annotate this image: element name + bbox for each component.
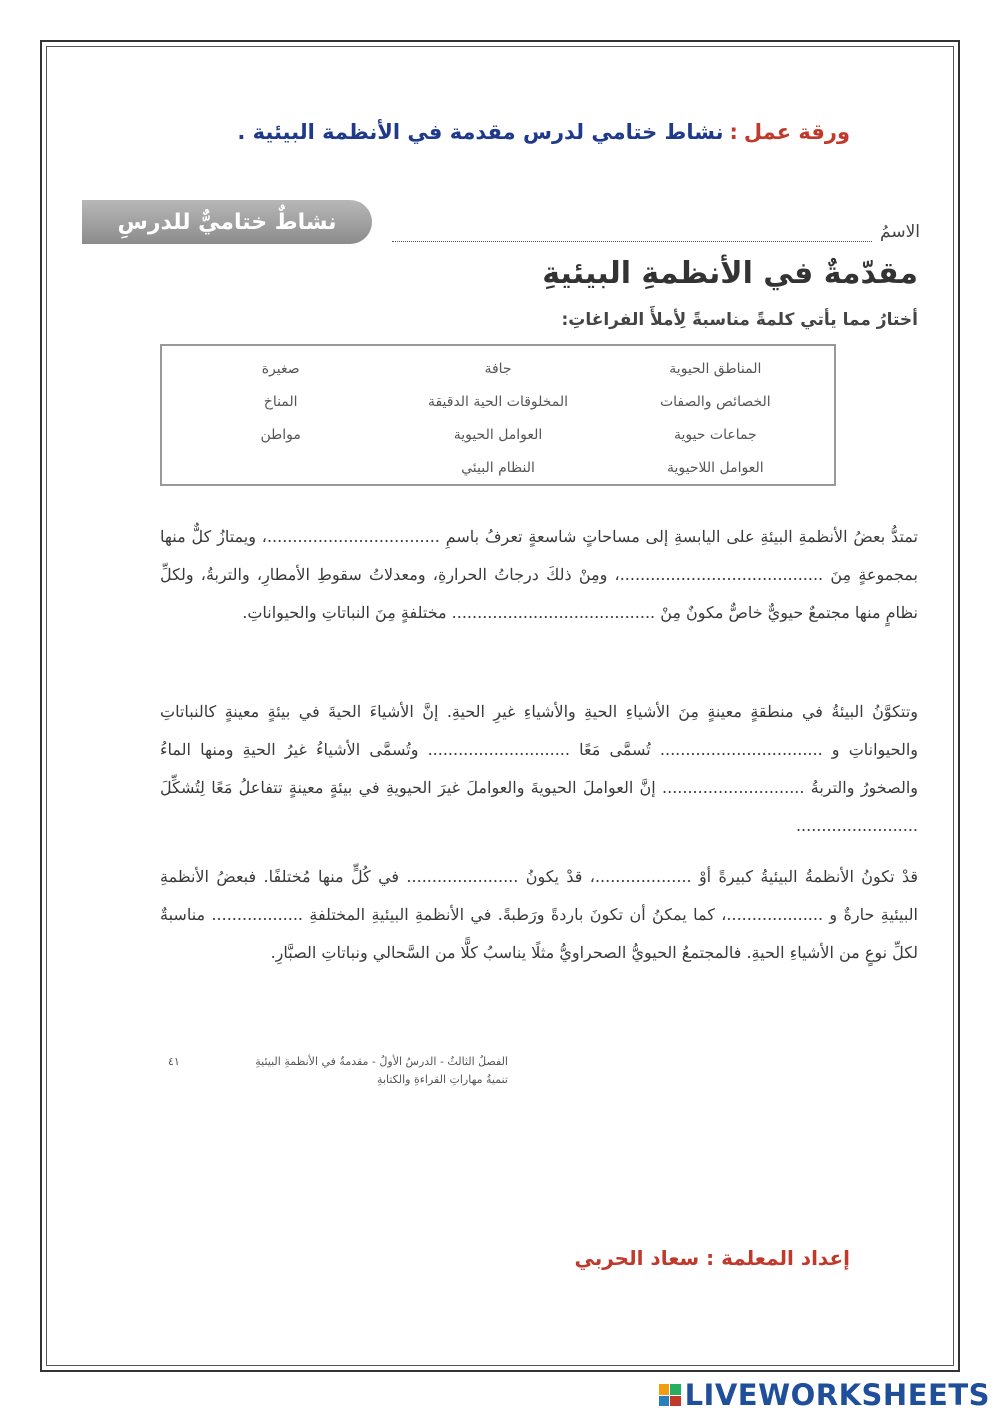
activity-banner-text: نشاطٌ ختاميٌّ للدرسِ [117,209,337,235]
word-bank-item: المناطق الحيوية [669,361,762,377]
chapter-reference: الفصلُ الثالثُ - الدرسُ الأولُ - مقدمةٌ في الأنظمةِ البيئيةِ [255,1055,508,1068]
word-bank-item: المناخ [263,394,298,410]
word-bank [160,344,836,486]
word-bank-item: جماعات حيوية [673,427,757,443]
paragraph-environment: وتتكوَّنُ البيئةُ في منطقةٍ معينةٍ مِنَ الأشياءِ الحيةِ والأشياءِ غيرِ الحيةِ. إنَّ الأشياءَ الحيةَ في بيئةٍ معينةٍ كالنباتاتِ والحيواناتِ و ................................ تُسمَّى مَعًا ............................ وتُسمَّى الأشياءُ غيرُ الحيةِ ومنها الماءُ والصخورُ والتربةُ ............................ إنَّ العواملَ الحيويةَ والعواملَ غيرَ الحيويةِ في بيئةٍ معينةٍ تتفاعلُ مَعًا لِتُشكِّلَ ........................ [160,702,918,835]
word-bank-item: العوامل اللاحيوية [667,460,764,476]
word-bank-item [172,457,389,479]
word-bank-item: صغيرة [261,361,300,377]
liveworksheets-logo-icon [659,1384,681,1406]
heading-colon: : [729,120,738,144]
lesson-title: مقدّمةٌ في الأنظمةِ البيئيةِ [542,256,918,291]
name-field[interactable] [392,222,920,242]
page-number: ٤١ [168,1055,180,1068]
name-blank[interactable] [392,227,872,242]
name-label: الاسمُ [880,222,920,242]
paragraph-biomes: تمتدُّ بعضُ الأنظمةِ البيئةِ على اليابسةِ إلى مساحاتٍ شاسعةٍ تعرفُ باسمِ ..................................، ويمتازُ كلٌّ منها بمجموعةٍ مِنَ ........................................، ومِنْ ذلكَ درجاتُ الحرارةِ، ومعدلاتُ سقوطِ الأمطارِ، والتربةُ، ولكلِّ نظامٍ منها مجتمعٌ حيويٌّ خاصٌّ مكونٌ مِنْ ........................................ مختلفةٍ مِنَ النباتاتِ والحيواناتِ. [160,527,918,622]
teacher-credit: إعداد المعلمة : سعاد الحربي [574,1246,850,1270]
page-footer [168,1053,508,1089]
instruction-text: أختارُ مما يأتي كلمةً مناسبةً لِأملأَ الفراغاتِ: [561,310,918,330]
paragraph-ecosystem-size: قدْ تكونُ الأنظمةُ البيئيةُ كبيرةً أوْ ...................، قدْ يكونُ ...................... في كُلٍّ منها مُختلفًا. فبعضُ الأنظمةِ البيئيةِ حارةٌ و ...................، كما يمكنُ أن تكونَ باردةً ورَطبةً. في الأنظمةِ البيئيةِ المختلفةِ .................. مناسبةٌ لكلِّ نوعٍ من الأشياءِ الحيةِ. فالمجتمعُ الحيويُّ الصحراويُّ مثلًا يناسبُ كلًّا من السَّحالي ونباتاتِ الصبَّارِ. [160,867,918,962]
word-bank-item: العوامل الحيوية [453,427,543,443]
worksheet-heading [237,120,850,144]
word-bank-item: الخصائص والصفات [659,394,771,410]
brand-name: LIVEWORKSHEETS [684,1378,990,1412]
word-bank-item: مواطن [260,427,301,443]
worksheet-title: نشاط ختامي لدرس مقدمة في الأنظمة البيئية . [237,120,724,144]
liveworksheets-brand[interactable] [659,1378,990,1412]
worksheet-label: ورقة عمل [743,120,850,144]
word-bank-item: المخلوقات الحية الدقيقة [427,394,569,410]
skills-reference: تنميةُ مهاراتِ القراءةِ والكتابةِ [377,1073,508,1086]
word-bank-item: جافة [484,361,512,377]
word-bank-item: النظام البيئي [461,460,535,476]
activity-banner [82,200,372,244]
